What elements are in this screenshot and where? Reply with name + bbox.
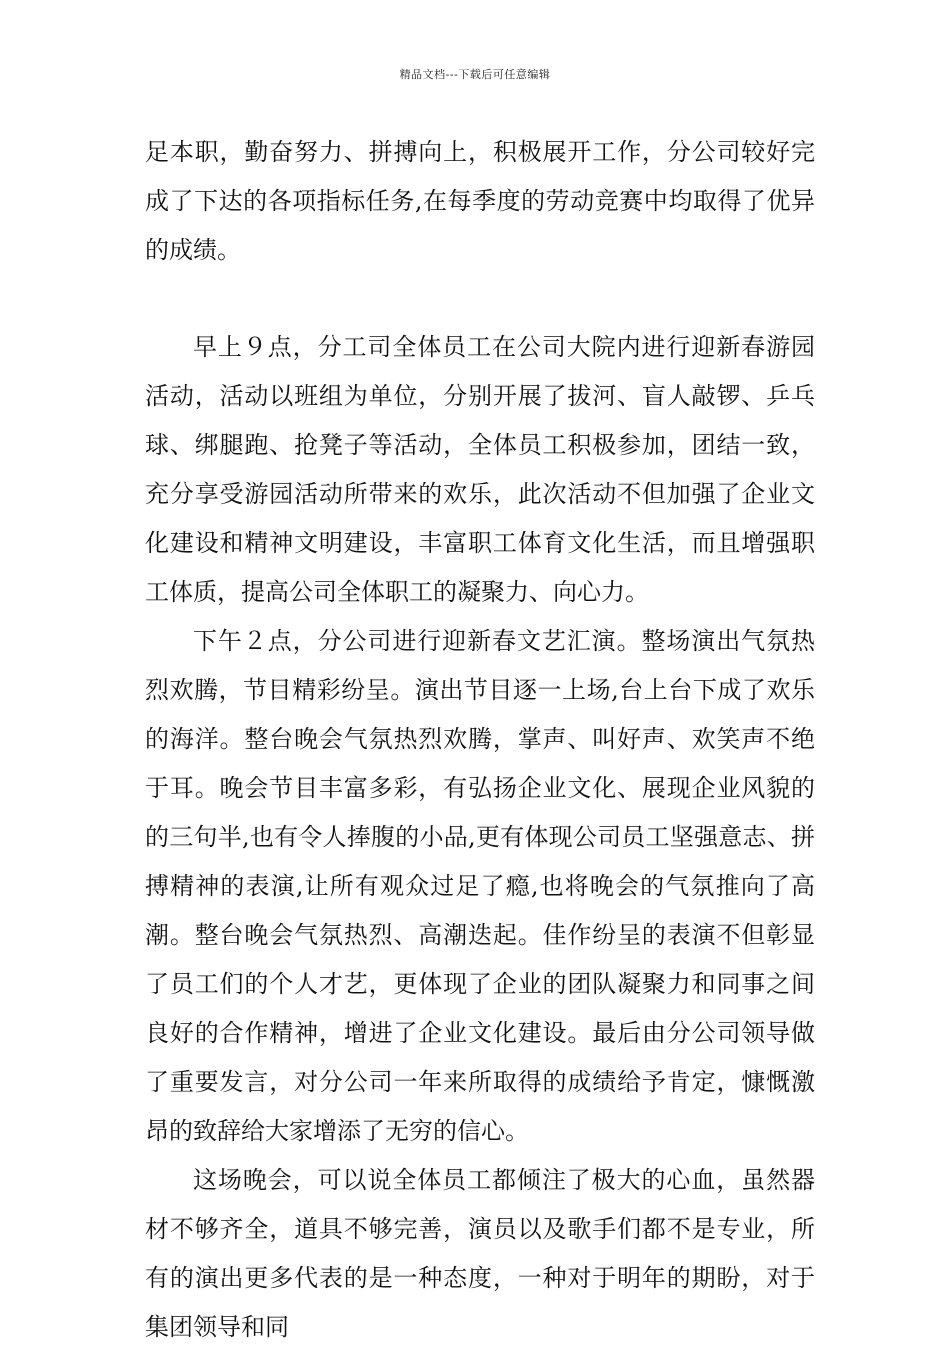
- paragraph-afternoon-performance: 下午２点，分公司进行迎新春文艺汇演。整场演出气氛热烈欢腾，节目精彩纷呈。演出节目逐一上场,台上台下成了欢乐的海洋。整台晚会气氛热烈欢腾，掌声、叫好声、欢笑声不绝于耳。晚会节目丰富多彩，有弘扬企业文化、展现企业风貌的的三句半,也有令人捧腹的小品,更有体现公司员工坚强意志、拼搏精神的表演,让所有观众过足了瘾,也将晚会的气氛推向了高潮。整台晚会气氛热烈、高潮迭起。佳作纷呈的表演不但彰显了员工们的个人才艺，更体现了企业的团队凝聚力和同事之间良好的合作精神，增进了企业文化建设。最后由分公司领导做了重要发言，对分公司一年来所取得的成绩给予肯定，慷慨激昂的致辞给大家增添了无穷的信心。: [145, 627, 815, 1145]
- paragraph-evening-summary: 这场晚会，可以说全体员工都倾注了极大的心血，虽然器材不够齐全，道具不够完善，演员以及歌手们都不是专业，所有的演出更多代表的是一种态度，一种对于明年的期盼，对于集团领导和同: [145, 1166, 815, 1341]
- document-body: [145, 128, 815, 1352]
- paragraph-continuation: 足本职，勤奋努力、拼搏向上，积极展开工作，分公司较好完成了下达的各项指标任务,在每季度的劳动竞赛中均取得了优异的成绩。: [145, 138, 815, 264]
- page-header: 精品文档---下载后可任意编辑: [399, 68, 551, 81]
- paragraph-morning-activity: 早上９点，分工司全体员工在公司大院内进行迎新春游园活动，活动以班组为单位，分别开展了拔河、盲人敲锣、乒乓球、绑腿跑、抢凳子等活动，全体员工积极参加，团结一致，充分享受游园活动所带来的欢乐，此次活动不但加强了企业文化建设和精神文明建设，丰富职工体育文化生活，而且增强职工体质，提高公司全体职工的凝聚力、向心力。: [145, 333, 815, 606]
